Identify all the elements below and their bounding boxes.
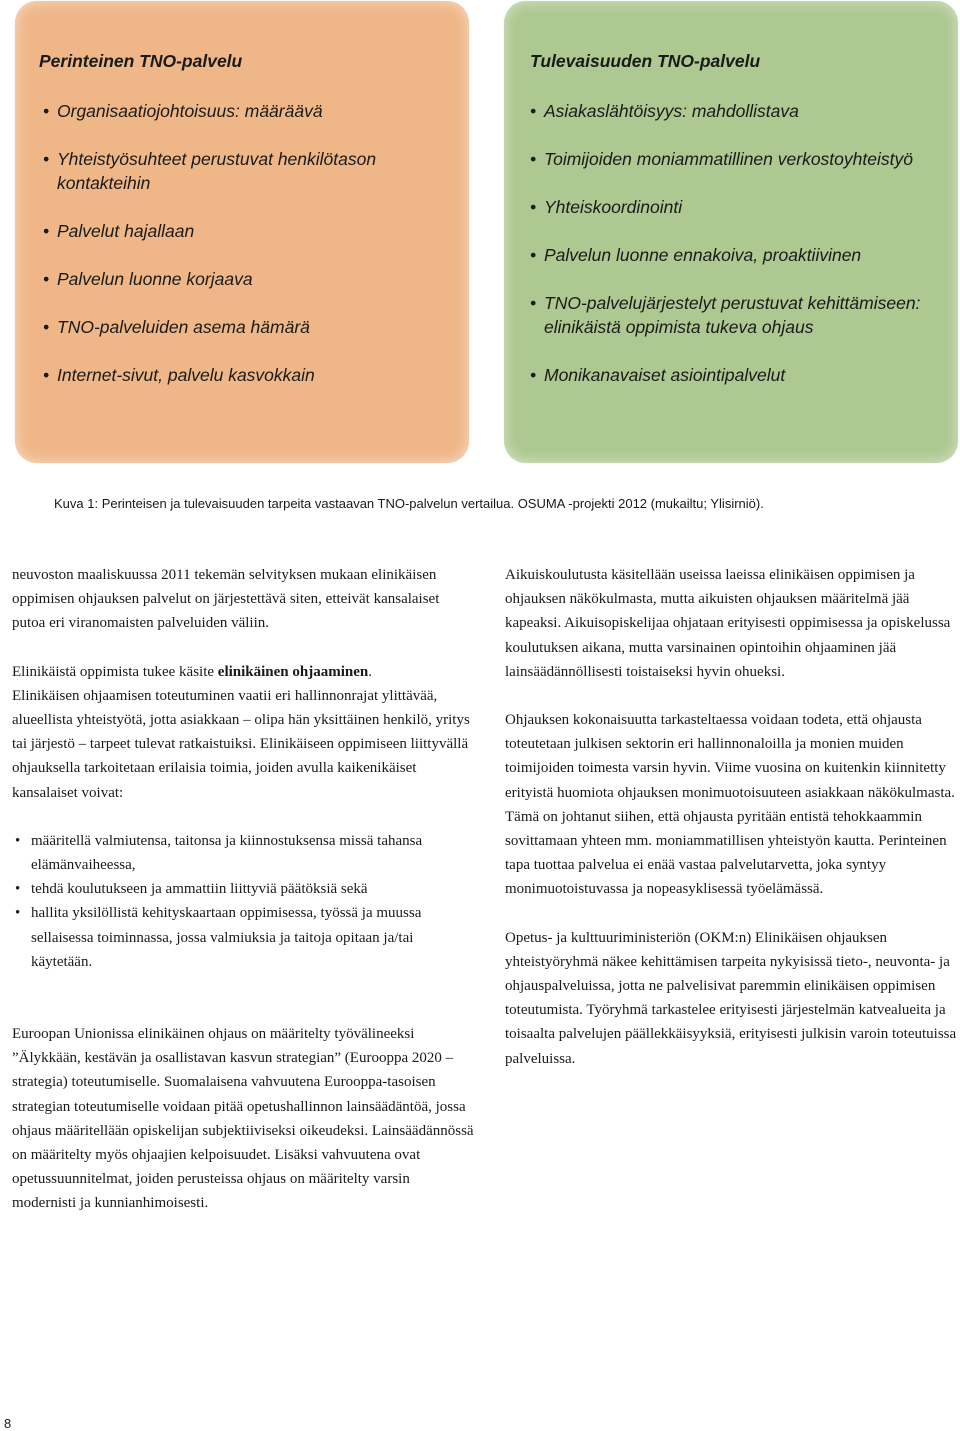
paragraph: Elinikäisen ohjaamisen toteutuminen vaatii eri hallinnonrajat ylittävää, alueellista yhteistyötä, jotta asiakkaan – olipa hän yksittäinen henkilö, yritys tai järjestö – tarpeet tulevat ratkaistuiksi. Elinikäiseen oppimiseen liittyvällä ohjauksella tarkoitetaan erilaisia toimia, joiden avulla kaikenikäiset kansalaiset voivat:	[12, 687, 470, 801]
list-item: • Yhteistyösuhteet perustuvat henkilötason kontakteihin	[43, 147, 453, 195]
text-span: .	[368, 663, 372, 680]
bold-term: elinikäinen ohjaaminen	[217, 663, 369, 680]
left-text-column	[12, 563, 475, 1216]
future-service-box	[504, 1, 958, 463]
traditional-service-box	[15, 1, 469, 463]
list-item: • TNO-palveluiden asema hämärä	[43, 315, 453, 339]
figure-caption: Kuva 1: Perinteisen ja tulevaisuuden tarpeita vastaavan TNO-palvelun vertailua. OSUMA -projekti 2012 (mukailtu; Ylisirniö).	[54, 496, 764, 511]
right-text-column	[505, 563, 960, 1071]
list-item: • määritellä valmiutensa, taitonsa ja kiinnostuksensa missä tahansa elämänvaiheessa,	[12, 829, 475, 877]
paragraph: neuvoston maaliskuussa 2011 tekemän selvityksen mukaan elinikäisen oppimisen ohjauksen palvelut on järjestettävä siten, etteivät kansalaiset putoa eri viranomaisten palveluiden väliin.	[12, 567, 440, 632]
list-item: • Monikanavaiset asiointipalvelut	[530, 363, 950, 387]
paragraph: Opetus- ja kulttuuriministeriön (OKM:n) Elinikäisen ohjauksen yhteistyöryhmä näkee kehittämisen tarpeita nykyisissä tieto-, neuvonta- ja ohjauspalveluissa, jotta ne palvelisivat paremmin elinikäisen oppimisen toteutumista. Työryhmä tarkastelee erityisesti järjestelmän katvealueita ja toisaalta palvelujen päällekkäisyyksiä, erityisesti julkisin varoin toteutuissa palveluissa.	[505, 929, 957, 1067]
page-number: 8	[4, 1416, 12, 1431]
future-service-title: Tulevaisuuden TNO-palvelu	[530, 51, 761, 71]
list-item: • Toimijoiden moniammatillinen verkostoyhteistyö	[530, 147, 950, 171]
traditional-service-list	[43, 99, 453, 411]
traditional-service-title: Perinteinen TNO-palvelu	[39, 51, 243, 71]
list-item: • TNO-palvelujärjestelyt perustuvat kehittämiseen: elinikäistä oppimista tukeva ohjaus	[530, 291, 950, 339]
text-span: Elinikäistä oppimista tukee käsite	[12, 663, 218, 680]
list-item: • tehdä koulutukseen ja ammattiin liittyviä päätöksiä sekä	[12, 877, 475, 901]
list-item: • Yhteiskoordinointi	[530, 195, 950, 219]
paragraph: Euroopan Unionissa elinikäinen ohjaus on määritelty työvälineeksi ”Älykkään, kestävän ja osallistavan kasvun strategian” (Eurooppa 2020 – strategia) toteutumiselle. Suomalaisena vahvuutena Eurooppa-tasoisen strategian toteutumiselle voidaan pitää opetushallinnon lainsäädäntöä, jossa ohjaus määritellään opiskelijan subjektiiviseksi oikeudeksi. Lainsäädännössä on määritelty myös ohjaajien kelpoisuudet. Lisäksi vahvuutena ovat opetussuunnitelmat, joiden perusteissa ohjaus on määritelty varsin modernisti ja kunnianhimoisesti.	[12, 1026, 474, 1212]
list-item: • Internet-sivut, palvelu kasvokkain	[43, 363, 453, 387]
paragraph: Aikuiskoulutusta käsitellään useissa laeissa elinikäisen oppimisen ja ohjauksen näkökulmasta, mutta aikuisten ohjauksen määritelmä jää kapeaksi. Aikuisopiskelijaa ohjataan erityisesti oppimisessa ja opiskelussa koulutuksen aikana, mutta varsinainen opintoihin ohjaaminen jää lainsäädännöllisesti toistaiseksi hyvin ohueksi.	[505, 567, 951, 680]
future-service-list	[530, 99, 950, 411]
paragraph: Ohjauksen kokonaisuutta tarkasteltaessa voidaan todeta, että ohjausta toteutetaan julkisen sektorin eri hallinnonaloilla ja monien muiden toimijoiden toimesta varsin hyvin. Viime vuosina on kuitenkin kiinnitetty erityistä huomiota ohjauksen monimuotoisuuteen asiakkaan näkökulmasta. Tämä on johtanut siihen, että ohjausta pyritään entistä tehokkaammin sovittamaan yhteen mm. moniammatillisen yhteistyön kautta. Perinteinen tapa tuottaa palvelua ei enää vastaa palvelutarvetta, joka syntyy monimuotoistuvassa ja nopeasyklisessä työelämässä.	[505, 712, 955, 898]
list-item: • Palvelun luonne ennakoiva, proaktiivinen	[530, 243, 950, 267]
list-item: • Palvelut hajallaan	[43, 219, 453, 243]
list-item: • Organisaatiojohtoisuus: määräävä	[43, 99, 453, 123]
list-item: • Asiakaslähtöisyys: mahdollistava	[530, 99, 950, 123]
list-item: • Palvelun luonne korjaava	[43, 267, 453, 291]
paragraph	[12, 660, 475, 684]
list-item: • hallita yksilöllistä kehityskaartaan oppimisessa, työssä ja muussa sellaisessa toiminnassa, jossa valmiuksia ja taitoja opitaan ja/tai käytetään.	[12, 901, 475, 974]
bullet-list	[12, 829, 475, 974]
